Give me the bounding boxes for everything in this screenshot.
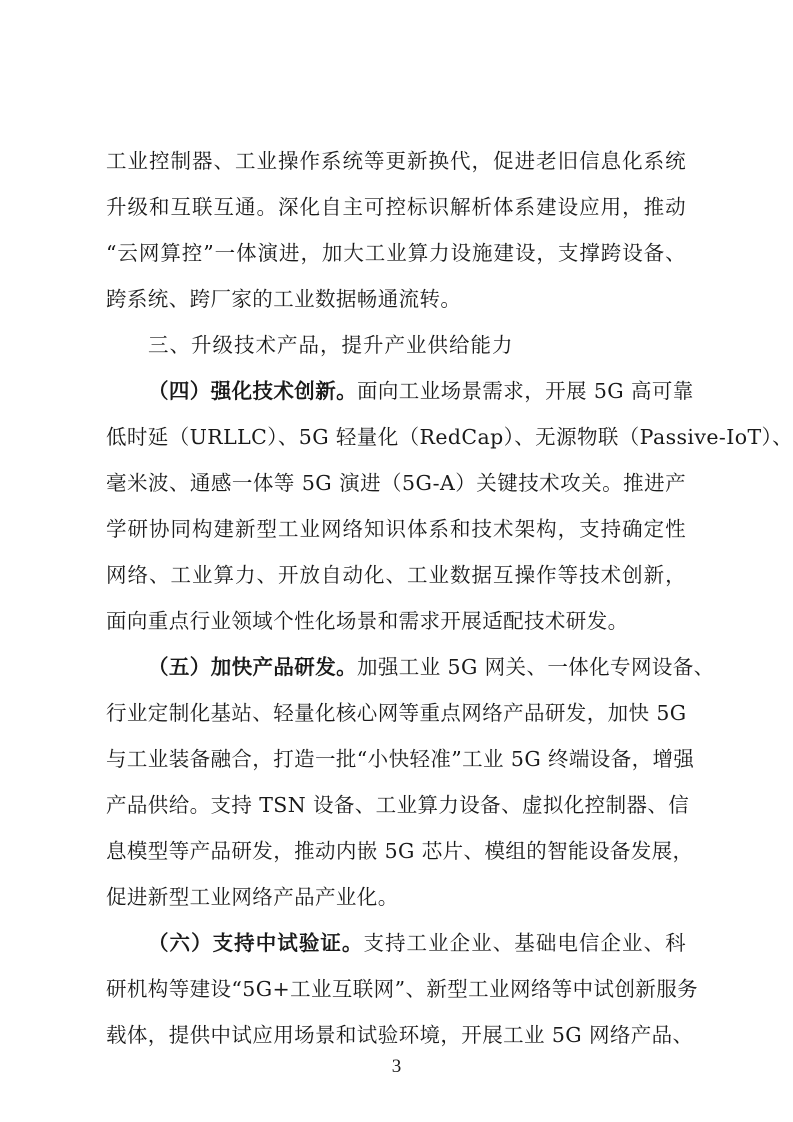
paragraph-line: 学研协同构建新型工业网络知识体系和技术架构，支持确定性: [106, 517, 686, 541]
item-4-first-line-text: 面向工业场景需求，开展 5G 高可靠: [357, 379, 694, 403]
item-4-title: （四）强化技术创新。: [148, 379, 357, 403]
item-4-first-line: [148, 373, 694, 409]
paragraph-line: 载体，提供中试应用场景和试验环境，开展工业 5G 网络产品、: [106, 1023, 694, 1047]
paragraph-line: 产品供给。支持 TSN 设备、工业算力设备、虚拟化控制器、信: [106, 793, 690, 817]
paragraph-line: 行业定制化基站、轻量化核心网等重点网络产品研发，加快 5G: [106, 701, 687, 725]
paragraph-line: 跨系统、跨厂家的工业数据畅通流转。: [106, 287, 462, 311]
item-5-title: （五）加快产品研发。: [148, 655, 357, 679]
item-6-first-line: [148, 925, 686, 961]
paragraph-line: 升级和互联互通。深化自主可控标识解析体系建设应用，推动: [106, 195, 686, 219]
paragraph-line: 网络、工业算力、开放自动化、工业数据互操作等技术创新，: [106, 563, 686, 587]
page-number: 3: [391, 1056, 402, 1077]
paragraph-line: 研机构等建设“5G+工业互联网”、新型工业网络等中试创新服务: [106, 977, 699, 1001]
paragraph-line: 低时延（URLLC）、5G 轻量化（RedCap）、无源物联（Passive-IoT）、: [106, 425, 793, 449]
item-6-title: （六）支持中试验证。: [148, 931, 364, 955]
paragraph-line: 息模型等产品研发，推动内嵌 5G 芯片、模组的智能设备发展，: [106, 839, 694, 863]
item-5-first-line: [148, 649, 715, 685]
paragraph-line: 毫米波、通感一体等 5G 演进（5G-A）关键技术攻关。推进产: [106, 471, 686, 495]
paragraph-line: 与工业装备融合，打造一批“小快轻准”工业 5G 终端设备，增强: [106, 747, 695, 771]
paragraph-line: 面向重点行业领域个性化场景和需求开展适配技术研发。: [106, 609, 629, 633]
paragraph-line: “云网算控”一体演进，加大工业算力设施建设，支撑跨设备、: [106, 241, 686, 265]
paragraph-line: 工业控制器、工业操作系统等更新换代，促进老旧信息化系统: [106, 149, 686, 173]
item-6-first-line-text: 支持工业企业、基础电信企业、科: [363, 931, 687, 955]
section-heading: 三、升级技术产品，提升产业供给能力: [148, 333, 514, 357]
paragraph-line: 促进新型工业网络产品产业化。: [106, 885, 399, 909]
item-5-first-line-text: 加强工业 5G 网关、一体化专网设备、: [357, 655, 715, 679]
